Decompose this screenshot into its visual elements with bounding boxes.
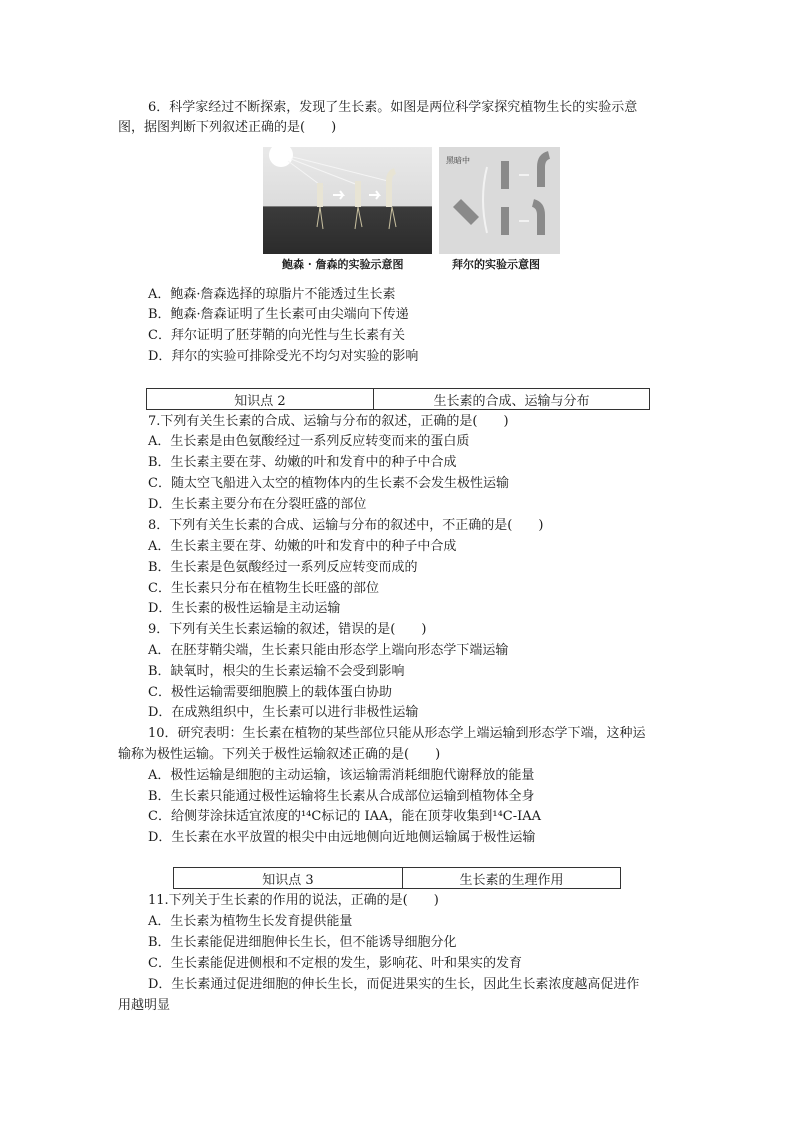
knowledge-point-2-header	[146, 388, 650, 410]
q7-option-a: A．生长素是由色氨酸经过一系列反应转变而来的蛋白质	[148, 434, 470, 449]
paal-illustration	[439, 147, 560, 254]
arrow-right-icon-2	[369, 191, 379, 199]
q10-option-c: C．给侧芽涂抹适宜浓度的¹⁴C标记的 IAA，能在顶芽收集到¹⁴C-IAA	[148, 809, 542, 824]
q7-option-d: D．生长素主要分布在分裂旺盛的部位	[148, 497, 367, 512]
sun-icon	[269, 147, 293, 167]
q8-option-a: A．生长素主要在芽、幼嫩的叶和发育中的种子中合成	[148, 539, 457, 554]
arrow-right-icon	[333, 191, 343, 199]
q6-stem-line2: 图，据图判断下列叙述正确的是( )	[118, 120, 337, 135]
q11-option-a: A．生长素为植物生长发育提供能量	[148, 914, 353, 929]
q11-option-b: B．生长素能促进细胞伸长生长，但不能诱导细胞分化	[148, 935, 457, 950]
coleoptile-1-icon	[317, 183, 323, 207]
kp2-label: 知识点 2	[147, 389, 374, 409]
knowledge-point-3-header	[173, 867, 621, 889]
kp2-title: 生长素的合成、运输与分布	[433, 393, 590, 409]
dark-label: 黑暗中	[446, 156, 470, 165]
q8-stem: 8．下列有关生长素的合成、运输与分布的叙述中，不正确的是( )	[148, 518, 544, 533]
q11-option-d: D．生长素通过促进细胞的伸长生长，而促进果实的生长，因此生长素浓度越高促进作	[148, 977, 640, 992]
q9-option-d: D．在成熟组织中，生长素可以进行非极性运输	[148, 705, 419, 720]
paal-caption: 拜尔的实验示意图	[452, 258, 540, 271]
q6-stem-line1: 6．科学家经过不断探索，发现了生长素。如图是两位科学家探究植物生长的实验示意	[148, 100, 638, 115]
q11-option-d-continuation: 用越明显	[118, 998, 171, 1013]
boysen-jensen-caption: 鲍森 · 詹森的实验示意图	[282, 258, 404, 271]
coleoptile-3-icon	[389, 171, 395, 207]
q7-option-b: B．生长素主要在芽、幼嫩的叶和发育中的种子中合成	[148, 455, 457, 470]
q9-stem: 9．下列有关生长素运输的叙述，错误的是( )	[148, 622, 427, 637]
q10-option-d: D．生长素在水平放置的根尖中由远地侧向近地侧运输属于极性运输	[148, 830, 536, 845]
q6-option-a: A．鲍森·詹森选择的琼脂片不能透过生长素	[148, 287, 396, 302]
paal-experiment-figure	[439, 147, 560, 254]
kp3-title: 生长素的生理作用	[459, 872, 564, 888]
q10-option-b: B．生长素只能通过极性运输将生长素从合成部位运输到植物体全身	[148, 789, 535, 804]
q6-option-c: C．拜尔证明了胚芽鞘的向光性与生长素有关	[148, 328, 405, 343]
q9-option-b: B．缺氧时，根尖的生长素运输不会受到影响	[148, 664, 405, 679]
q9-option-c: C．极性运输需要细胞膜上的载体蛋白协助	[148, 685, 392, 700]
kp3-label: 知识点 3	[174, 868, 403, 888]
q7-option-c: C．随太空飞船进入太空的植物体内的生长素不会发生极性运输	[148, 476, 509, 491]
q10-stem-line2: 输称为极性运输。下列关于极性运输叙述正确的是( )	[118, 747, 441, 762]
boysen-jensen-illustration	[263, 147, 432, 254]
q8-option-c: C．生长素只分布在植物生长旺盛的部位	[148, 581, 379, 596]
q8-option-b: B．生长素是色氨酸经过一系列反应转变而成的	[148, 560, 418, 575]
q6-option-d: D．拜尔的实验可排除受光不均匀对实验的影响	[148, 349, 419, 364]
q8-option-d: D．生长素的极性运输是主动运输	[148, 601, 341, 616]
q10-stem-line1: 10．研究表明：生长素在植物的某些部位只能从形态学上端运输到形态学下端，这种运	[148, 726, 646, 741]
boysen-jensen-experiment-figure	[263, 147, 432, 254]
q7-stem: 7.下列有关生长素的合成、运输与分布的叙述，正确的是( )	[148, 414, 509, 429]
coleoptile-2-icon	[355, 181, 361, 207]
q11-option-c: C．生长素能促进侧根和不定根的发生，影响花、叶和果实的发育	[148, 956, 522, 971]
q6-option-b: B．鲍森·詹森证明了生长素可由尖端向下传递	[148, 307, 409, 322]
q11-stem: 11.下列关于生长素的作用的说法，正确的是( )	[148, 893, 439, 908]
q9-option-a: A．在胚芽鞘尖端，生长素只能由形态学上端向形态学下端运输	[148, 643, 509, 658]
q10-option-a: A．极性运输是细胞的主动运输，该运输需消耗细胞代谢释放的能量	[148, 768, 535, 783]
